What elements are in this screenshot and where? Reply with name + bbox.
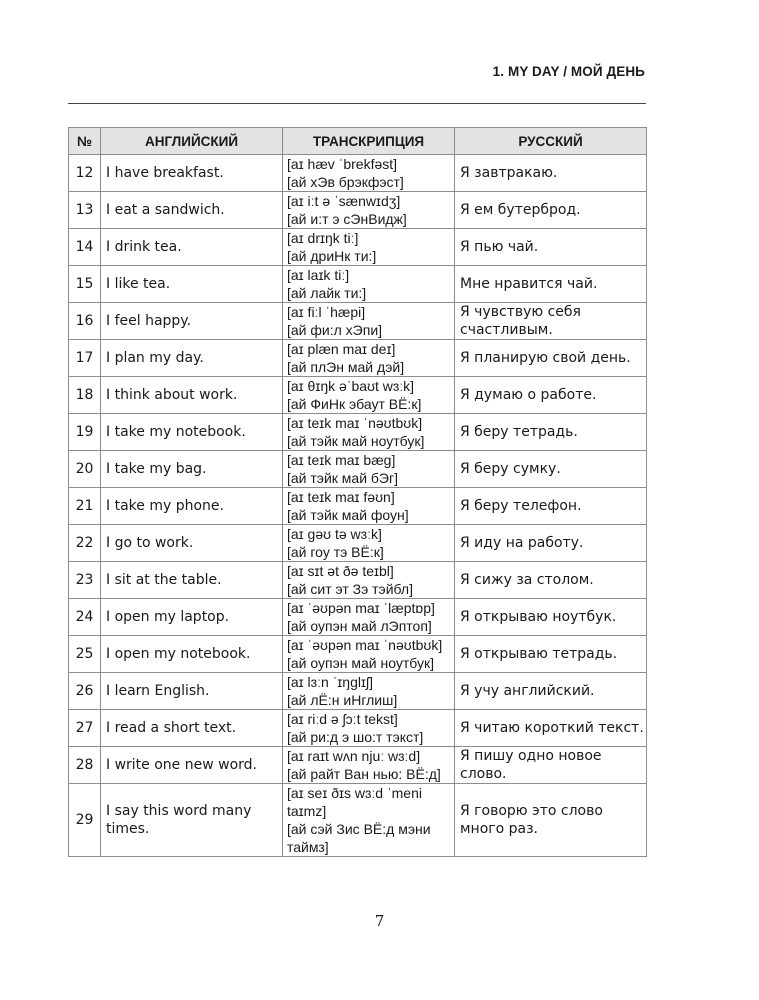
cyrillic-transcription: [ай сэй Зис ВЁ:д мэни таймз]	[287, 821, 431, 855]
row-number: 26	[69, 673, 101, 710]
ipa-transcription: [aɪ laɪk tiː]	[287, 267, 350, 283]
russian-translation: Я открываю тетрадь.	[455, 636, 647, 673]
transcription-cell	[283, 673, 455, 710]
english-phrase: I drink tea.	[101, 229, 283, 266]
table-row	[69, 414, 647, 451]
english-phrase: I take my bag.	[101, 451, 283, 488]
row-number: 14	[69, 229, 101, 266]
cyrillic-transcription: [ай дриНк ти:]	[287, 248, 377, 264]
russian-translation: Я завтракаю.	[455, 155, 647, 192]
english-phrase: I eat a sandwich.	[101, 192, 283, 229]
cyrillic-transcription: [ай и:т э сЭнВидж]	[287, 211, 407, 227]
russian-translation: Я пью чай.	[455, 229, 647, 266]
english-phrase: I say this word many times.	[101, 784, 283, 857]
transcription-cell	[283, 525, 455, 562]
vocabulary-table	[68, 127, 647, 857]
table-row	[69, 451, 647, 488]
table-row	[69, 266, 647, 303]
table-row	[69, 599, 647, 636]
transcription-cell	[283, 710, 455, 747]
row-number: 13	[69, 192, 101, 229]
cyrillic-transcription: [ай гоу тэ ВЁ:к]	[287, 544, 384, 560]
english-phrase: I sit at the table.	[101, 562, 283, 599]
russian-translation: Я сижу за столом.	[455, 562, 647, 599]
english-phrase: I write one new word.	[101, 747, 283, 784]
row-number: 22	[69, 525, 101, 562]
row-number: 23	[69, 562, 101, 599]
row-number: 25	[69, 636, 101, 673]
transcription-cell	[283, 155, 455, 192]
table-row	[69, 784, 647, 857]
table-row	[69, 747, 647, 784]
ipa-transcription: [aɪ ˈǝʊpǝn maɪ ˈlæptɒp]	[287, 600, 435, 616]
cyrillic-transcription: [ай тэйк май ноутбук]	[287, 433, 425, 449]
ipa-transcription: [aɪ seɪ ðɪs wɜːd ˈmeni taɪmz]	[287, 785, 422, 819]
table-header-row	[69, 128, 647, 155]
ipa-transcription: [aɪ teɪk maɪ fǝʊn]	[287, 489, 395, 505]
row-number: 27	[69, 710, 101, 747]
transcription-cell	[283, 377, 455, 414]
table-row	[69, 229, 647, 266]
page-number: 7	[374, 912, 385, 930]
cyrillic-transcription: [ай лайк ти:]	[287, 285, 367, 301]
transcription-cell	[283, 229, 455, 266]
russian-translation: Я говорю это слово много раз.	[455, 784, 647, 857]
table-row	[69, 710, 647, 747]
cyrillic-transcription: [ай ФиНк эбаут ВЁ:к]	[287, 396, 422, 412]
english-phrase: I think about work.	[101, 377, 283, 414]
cyrillic-transcription: [ай оупэн май ноутбук]	[287, 655, 434, 671]
english-phrase: I take my phone.	[101, 488, 283, 525]
cyrillic-transcription: [ай фи:л хЭпи]	[287, 322, 383, 338]
transcription-cell	[283, 636, 455, 673]
transcription-cell	[283, 747, 455, 784]
cyrillic-transcription: [ай тэйк май фоун]	[287, 507, 409, 523]
transcription-cell	[283, 488, 455, 525]
row-number: 17	[69, 340, 101, 377]
cyrillic-transcription: [ай плЭн май дэй]	[287, 359, 405, 375]
table-row	[69, 673, 647, 710]
table-row	[69, 340, 647, 377]
russian-translation: Я учу английский.	[455, 673, 647, 710]
ipa-transcription: [aɪ teɪk maɪ bæg]	[287, 452, 396, 468]
cyrillic-transcription: [ай оупэн май лЭптоп]	[287, 618, 432, 634]
transcription-cell	[283, 414, 455, 451]
russian-translation: Я беру сумку.	[455, 451, 647, 488]
column-header-english: АНГЛИЙСКИЙ	[101, 128, 283, 155]
table-row	[69, 525, 647, 562]
column-header-russian: РУССКИЙ	[455, 128, 647, 155]
cyrillic-transcription: [ай тэйк май бЭг]	[287, 470, 398, 486]
ipa-transcription: [aɪ ˈǝʊpǝn maɪ ˈnǝʊtbʊk]	[287, 637, 443, 653]
russian-translation: Я думаю о работе.	[455, 377, 647, 414]
table-row	[69, 192, 647, 229]
ipa-transcription: [aɪ riːd ǝ ʃɔːt tekst]	[287, 711, 398, 727]
transcription-cell	[283, 599, 455, 636]
transcription-cell	[283, 451, 455, 488]
transcription-cell	[283, 266, 455, 303]
cyrillic-transcription: [ай лЁ:н иНглиш]	[287, 692, 398, 708]
ipa-transcription: [aɪ lɜːn ˈɪŋglɪʃ]	[287, 674, 373, 690]
row-number: 12	[69, 155, 101, 192]
english-phrase: I learn English.	[101, 673, 283, 710]
table-row	[69, 488, 647, 525]
chapter-title: 1. MY DAY / МОЙ ДЕНЬ	[492, 64, 645, 79]
ipa-transcription: [aɪ gǝʊ tǝ wɜːk]	[287, 526, 382, 542]
russian-translation: Мне нравится чай.	[455, 266, 647, 303]
header-divider	[68, 103, 646, 104]
row-number: 28	[69, 747, 101, 784]
row-number: 20	[69, 451, 101, 488]
row-number: 24	[69, 599, 101, 636]
english-phrase: I read a short text.	[101, 710, 283, 747]
ipa-transcription: [aɪ fiːl ˈhæpi]	[287, 304, 366, 320]
column-header-transcription: ТРАНСКРИПЦИЯ	[283, 128, 455, 155]
table-row	[69, 636, 647, 673]
russian-translation: Я беру тетрадь.	[455, 414, 647, 451]
russian-translation: Я иду на работу.	[455, 525, 647, 562]
english-phrase: I open my laptop.	[101, 599, 283, 636]
russian-translation: Я пишу одно новое слово.	[455, 747, 647, 784]
transcription-cell	[283, 340, 455, 377]
row-number: 29	[69, 784, 101, 857]
transcription-cell	[283, 192, 455, 229]
russian-translation: Я чувствую себя счастливым.	[455, 303, 647, 340]
english-phrase: I go to work.	[101, 525, 283, 562]
table-row	[69, 562, 647, 599]
ipa-transcription: [aɪ θɪŋk ǝˈbaʊt wɜːk]	[287, 378, 415, 394]
row-number: 18	[69, 377, 101, 414]
russian-translation: Я читаю короткий текст.	[455, 710, 647, 747]
russian-translation: Я ем бутерброд.	[455, 192, 647, 229]
english-phrase: I plan my day.	[101, 340, 283, 377]
row-number: 21	[69, 488, 101, 525]
cyrillic-transcription: [ай хЭв брэкфэст]	[287, 174, 404, 190]
english-phrase: I like tea.	[101, 266, 283, 303]
ipa-transcription: [aɪ iːt ǝ ˈsænwɪdʒ]	[287, 193, 401, 209]
table-row	[69, 377, 647, 414]
russian-translation: Я планирую свой день.	[455, 340, 647, 377]
row-number: 15	[69, 266, 101, 303]
transcription-cell	[283, 784, 455, 857]
row-number: 16	[69, 303, 101, 340]
cyrillic-transcription: [ай сит эт Зэ тэйбл]	[287, 581, 413, 597]
russian-translation: Я беру телефон.	[455, 488, 647, 525]
ipa-transcription: [aɪ drɪŋk tiː]	[287, 230, 359, 246]
english-phrase: I feel happy.	[101, 303, 283, 340]
ipa-transcription: [aɪ teɪk maɪ ˈnǝʊtbʊk]	[287, 415, 423, 431]
table-row	[69, 155, 647, 192]
row-number: 19	[69, 414, 101, 451]
transcription-cell	[283, 562, 455, 599]
english-phrase: I open my notebook.	[101, 636, 283, 673]
ipa-transcription: [aɪ plæn maɪ deɪ]	[287, 341, 396, 357]
cyrillic-transcription: [ай ри:д э шо:т тэкст]	[287, 729, 424, 745]
cyrillic-transcription: [ай райт Ван нью: ВЁ:д]	[287, 766, 441, 782]
english-phrase: I have breakfast.	[101, 155, 283, 192]
russian-translation: Я открываю ноутбук.	[455, 599, 647, 636]
ipa-transcription: [aɪ sɪt ǝt ðǝ teɪbl]	[287, 563, 394, 579]
transcription-cell	[283, 303, 455, 340]
column-header-number: №	[69, 128, 101, 155]
table-row	[69, 303, 647, 340]
ipa-transcription: [aɪ hæv ˈbrekfǝst]	[287, 156, 398, 172]
ipa-transcription: [aɪ raɪt wʌn njuː wɜːd]	[287, 748, 421, 764]
english-phrase: I take my notebook.	[101, 414, 283, 451]
